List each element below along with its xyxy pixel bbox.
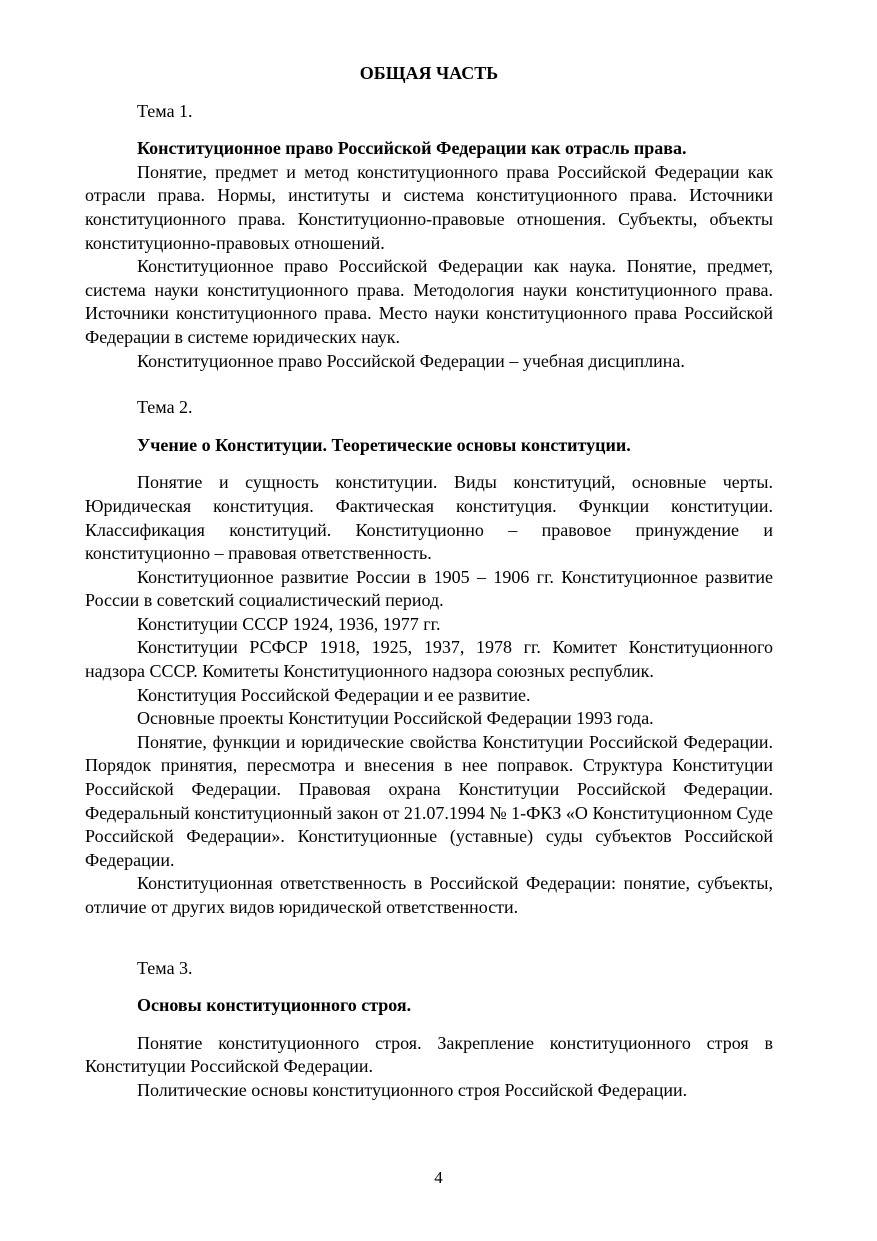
topic-2-paragraph-8: Конституционная ответственность в Российской Федерации: понятие, субъекты, отличие от других видов юридической ответственности. — [85, 873, 773, 917]
topic-2-title: Учение о Конституции. Теоретические основы конституции. — [137, 434, 631, 455]
topic-1-paragraph-3: Конституционное право Российской Федерации – учебная дисциплина. — [137, 350, 685, 371]
topic-2-paragraph-1: Понятие и сущность конституции. Виды конституций, основные черты. Юридическая конституция. Фактическая конституция. Функции конституции. Классификация конституций. Конституционно – правовое принуждение и конституционно – правовая ответственность. — [85, 472, 773, 564]
topic-3-title: Основы конституционного строя. — [137, 995, 412, 1016]
topic-2-label: Тема 2. — [137, 397, 193, 418]
topic-1-label: Тема 1. — [137, 100, 193, 121]
topic-1-title: Конституционное право Российской Федерации как отрасль права. — [137, 138, 687, 159]
page-content — [85, 62, 773, 1103]
topic-2 — [85, 396, 773, 919]
topic-1-paragraph-2: Конституционное право Российской Федерации как наука. Понятие, предмет, система науки конституционного права. Методология науки конституционного права. Источники конституционного права. Место науки конституционного права Российской Федерации в системе юридических наук. — [85, 256, 773, 347]
page-number: 4 — [434, 1168, 443, 1187]
topic-1 — [85, 100, 773, 374]
topic-2-paragraph-4: Конституции РСФСР 1918, 1925, 1937, 1978 гг. Комитет Конституционного надзора СССР. Комитеты Конституционного надзора союзных республик. — [85, 637, 773, 682]
topic-3-label: Тема 3. — [137, 957, 193, 978]
page-title: ОБЩАЯ ЧАСТЬ — [359, 63, 499, 83]
topic-2-paragraph-2: Конституционное развитие России в 1905 – 1906 гг. Конституционное развитие России в советский социалистический период. — [85, 566, 773, 611]
topic-3-paragraph-2: Политические основы конституционного строя Российской Федерации. — [137, 1079, 688, 1100]
topic-3 — [85, 957, 773, 1103]
topic-2-paragraph-3: Конституции СССР 1924, 1936, 1977 гг. — [137, 613, 441, 634]
topic-2-paragraph-6: Основные проекты Конституции Российской Федерации 1993 года. — [137, 708, 654, 729]
topic-2-paragraph-7: Понятие, функции и юридические свойства Конституции Российской Федерации. Порядок принятия, пересмотра и внесения в нее поправок. Структура Конституции Российской Федерации. Правовая охрана Конституции Российской Федерации. Федеральный конституционный закон от 21.07.1994 № 1-ФКЗ «О Конституционном Суде Российской Федерации». Конституционные (уставные) суды субъектов Российской Федерации. — [85, 731, 773, 870]
topic-1-paragraph-1: Понятие, предмет и метод конституционного права Российской Федерации как отрасли права. Нормы, институты и система конституционного права. Источники конституционного права. Конституционно-правовые отношения. Субъекты, объекты конституционно-правовых отношений. — [85, 161, 773, 253]
topic-2-paragraph-5: Конституция Российской Федерации и ее развитие. — [137, 684, 531, 705]
topic-3-paragraph-1: Понятие конституционного строя. Закрепление конституционного строя в Конституции Российской Федерации. — [85, 1032, 773, 1077]
